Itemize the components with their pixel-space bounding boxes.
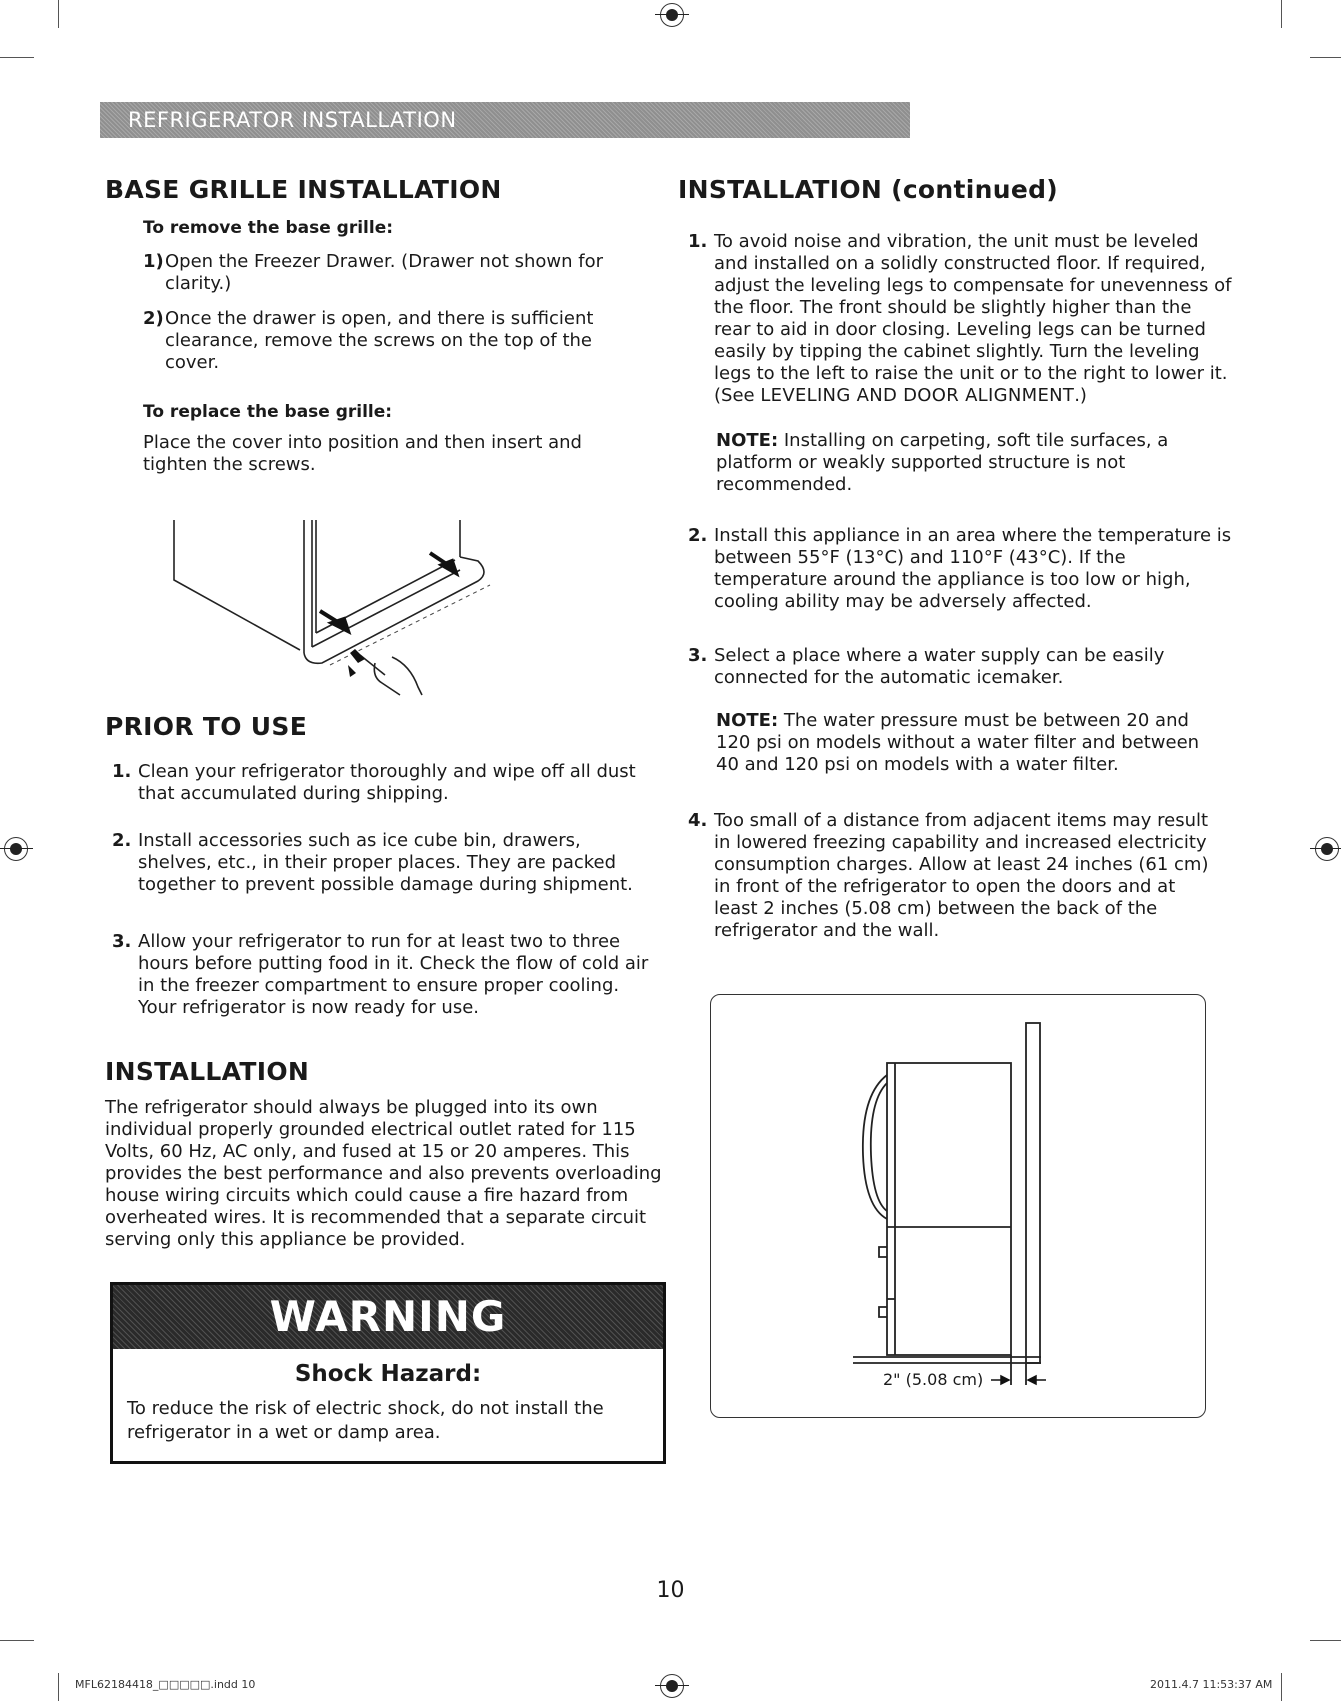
item-text: Install this appliance in an area where the temperature is between 55°F (13°C) and 110°F (43°C). If the temperature around the appliance is too low or high, cooling ability may be adversely affected. bbox=[714, 525, 1232, 612]
item-text: Clean your refrigerator thoroughly and wipe off all dust that accumulated during shipping. bbox=[138, 761, 636, 804]
step-number: 2) bbox=[143, 308, 164, 329]
crop-mark bbox=[58, 1673, 59, 1701]
step-text: Once the drawer is open, and there is sufficient clearance, remove the screws on the top of the cover. bbox=[165, 308, 594, 373]
remove-grille-subheading: To remove the base grille: bbox=[143, 218, 394, 238]
replace-grille-text: Place the cover into position and then insert and tighten the screws. bbox=[143, 432, 582, 475]
cross-reference: LEVELING AND DOOR ALIGNMENT bbox=[760, 385, 1075, 406]
registration-mark-icon bbox=[4, 837, 28, 861]
clearance-diagram bbox=[710, 994, 1206, 1418]
replace-grille-subheading: To replace the base grille: bbox=[143, 402, 393, 422]
crop-mark bbox=[1281, 1673, 1282, 1701]
refrigerator-side-view bbox=[711, 995, 1205, 1417]
item-number: 2. bbox=[112, 830, 132, 851]
clearance-dimension-label: 2" (5.08 cm) bbox=[883, 1370, 984, 1389]
prior-item bbox=[112, 761, 642, 805]
item-number: 1. bbox=[688, 231, 708, 252]
warning-title: WARNING bbox=[113, 1285, 663, 1349]
install-note bbox=[716, 710, 1216, 776]
item-number: 3. bbox=[688, 645, 708, 666]
install-note bbox=[716, 430, 1186, 496]
item-number: 4. bbox=[688, 810, 708, 831]
warning-box bbox=[110, 1282, 666, 1464]
prior-to-use-heading: PRIOR TO USE bbox=[105, 712, 308, 741]
crop-mark bbox=[1281, 0, 1282, 28]
footer-timestamp: 2011.4.7 11:53:37 AM bbox=[1150, 1678, 1273, 1691]
installation-continued-heading: INSTALLATION (continued) bbox=[678, 175, 1059, 204]
item-text: To avoid noise and vibration, the unit must be leveled and installed on a solidly constructed floor. If required, adjust the leveling legs to compensate for unevenness of the floor. The front should be slightly higher than the rear to aid in door closing. Leveling legs can be turned easily by tipping the cabinet slightly. Turn the leveling legs to the left to raise the unit or to the right to lower it. (See bbox=[714, 231, 1232, 406]
item-number: 3. bbox=[112, 931, 132, 952]
item-text: Allow your refrigerator to run for at least two to three hours before putting food in it. Check the flow of cold air in the freezer compartment to ensure proper cooling. Your refrigerator is now ready for use. bbox=[138, 931, 649, 1018]
item-text: Install accessories such as ice cube bin, drawers, shelves, etc., in their proper places. They are packed together to prevent possible damage during shipment. bbox=[138, 830, 633, 895]
installation-heading: INSTALLATION bbox=[105, 1057, 310, 1086]
note-label: NOTE: bbox=[716, 430, 779, 451]
crop-mark bbox=[0, 1640, 34, 1641]
crop-mark bbox=[58, 0, 59, 28]
warning-text: To reduce the risk of electric shock, do not install the refrigerator in a wet or damp area. bbox=[127, 1398, 604, 1443]
item-number: 1. bbox=[112, 761, 132, 782]
registration-mark-icon bbox=[1315, 837, 1339, 861]
base-grille-illustration bbox=[160, 515, 520, 700]
base-grille-heading: BASE GRILLE INSTALLATION bbox=[105, 175, 502, 204]
crop-mark bbox=[1310, 57, 1341, 58]
footer-filename: MFL62184418_□□□□□.indd 10 bbox=[75, 1678, 256, 1691]
item-text: Select a place where a water supply can be easily connected for the automatic icemaker. bbox=[714, 645, 1165, 688]
shock-hazard-title: Shock Hazard: bbox=[294, 1361, 482, 1387]
page-number: 10 bbox=[656, 1578, 685, 1603]
section-banner: REFRIGERATOR INSTALLATION bbox=[100, 102, 910, 138]
crop-mark bbox=[1310, 1640, 1341, 1641]
item-text-tail: .) bbox=[1074, 385, 1087, 406]
installation-text: The refrigerator should always be plugged into its own individual properly grounded electrical outlet rated for 115 Volts, 60 Hz, AC only, and fused at 15 or 20 amperes. This provides the best performance and also prevents overloading house wiring circuits which could cause a fire hazard from overheated wires. It is recommended that a separate circuit serving only this appliance be provided. bbox=[105, 1097, 662, 1250]
install-item bbox=[688, 645, 1208, 689]
install-item bbox=[688, 810, 1218, 942]
prior-item bbox=[112, 931, 657, 1019]
prior-item bbox=[112, 830, 657, 896]
install-item bbox=[688, 525, 1233, 613]
registration-mark-icon bbox=[660, 3, 684, 27]
item-number: 2. bbox=[688, 525, 708, 546]
step-text: Open the Freezer Drawer. (Drawer not shown for clarity.) bbox=[165, 251, 604, 294]
remove-step bbox=[143, 308, 623, 374]
install-item bbox=[688, 231, 1233, 407]
registration-mark-icon bbox=[660, 1674, 684, 1698]
remove-step bbox=[143, 251, 643, 295]
crop-mark bbox=[0, 57, 34, 58]
note-text: The water pressure must be between 20 and 120 psi on models without a water filter and between 40 and 120 psi on models with a water filter. bbox=[716, 710, 1200, 775]
step-number: 1) bbox=[143, 251, 164, 272]
item-text: Too small of a distance from adjacent items may result in lowered freezing capability and increased electricity consumption charges. Allow at least 24 inches (61 cm) in front of the refrigerator to open the doors and at least 2 inches (5.08 cm) between the back of the refrigerator and the wall. bbox=[714, 810, 1209, 941]
note-label: NOTE: bbox=[716, 710, 779, 731]
note-text: Installing on carpeting, soft tile surfaces, a platform or weakly supported structure is not recommended. bbox=[716, 430, 1169, 495]
